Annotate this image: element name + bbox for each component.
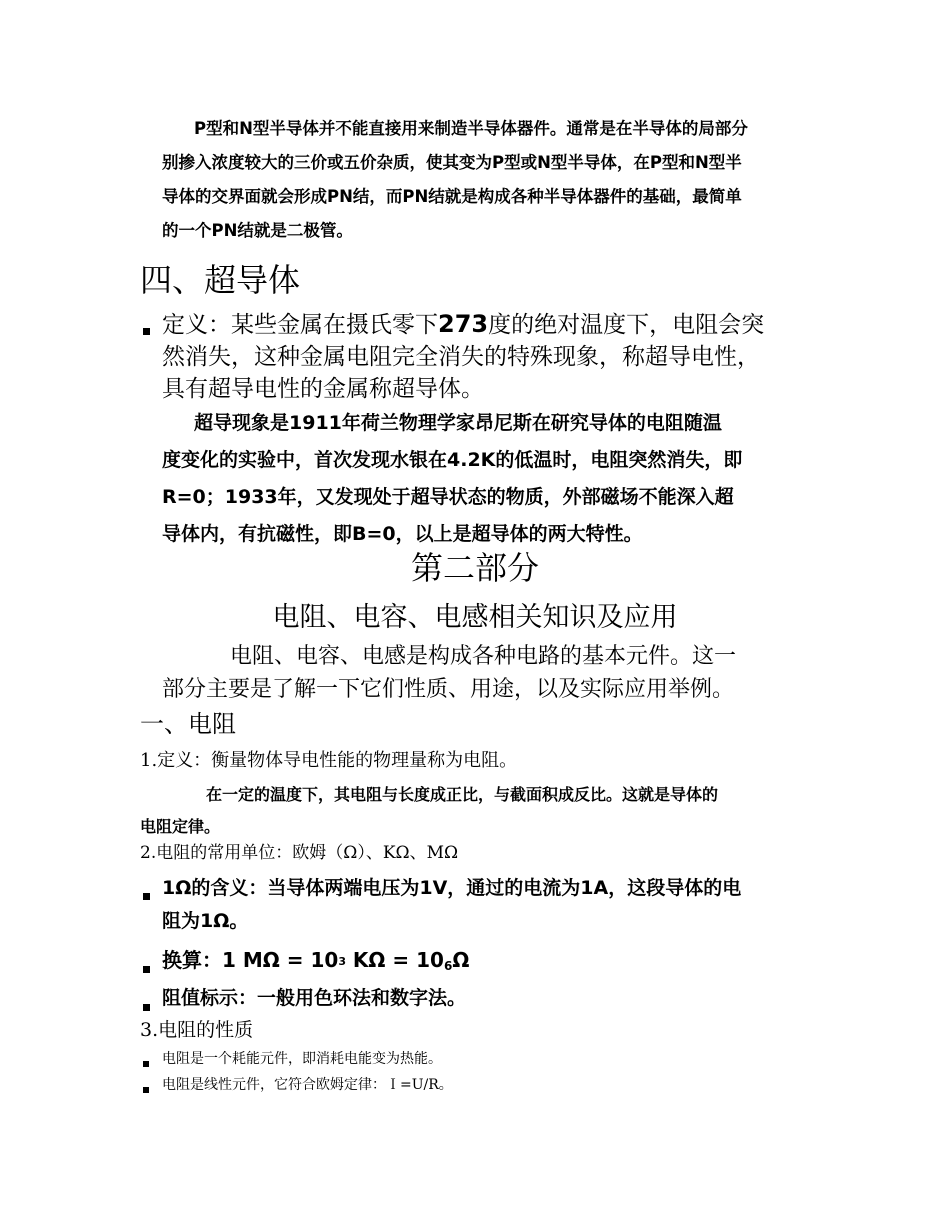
resistor-property-1: 电阻是一个耗能元件，即消耗电能变为热能。 bbox=[162, 1051, 442, 1067]
section-heading-resistor: 一、电阻 bbox=[140, 710, 236, 738]
conversion-mid: KΩ = 10 bbox=[345, 948, 444, 972]
intro-line: P型和N型半导体并不能直接用来制造半导体器件。通常是在半导体的局部分 bbox=[194, 119, 748, 138]
intro-line: 导体的交界面就会形成PN结，而PN结就是构成各种半导体器件的基础，最简单 bbox=[162, 187, 742, 206]
bullet-icon bbox=[143, 1087, 149, 1093]
resistor-units: 2.电阻的常用单位：欧姆（Ω）、KΩ、MΩ bbox=[140, 843, 459, 863]
intro-line: 的一个PN结就是二极管。 bbox=[162, 221, 353, 240]
unit-conversion bbox=[162, 944, 469, 980]
conversion-prefix: 换算：1 MΩ = 10 bbox=[162, 948, 339, 972]
resistor-definition: 1.定义：衡量物体导电性能的物理量称为电阻。 bbox=[140, 750, 518, 771]
definition-suffix: 度的绝对温度下，电阻会突 bbox=[488, 312, 765, 338]
conversion-exponent: 6 bbox=[443, 959, 453, 973]
conversion-suffix: Ω bbox=[452, 948, 470, 972]
intro-paragraph bbox=[162, 112, 822, 248]
resistor-properties-heading: 3.电阻的性质 bbox=[140, 1019, 254, 1041]
resistance-marking: 阻值标示：一般用色环法和数字法。 bbox=[162, 987, 467, 1009]
part-intro bbox=[162, 640, 822, 706]
history-line: 超导现象是1911年荷兰物理学家昂尼斯在研究导体的电阻随温 bbox=[194, 412, 722, 434]
definition-line: 然消失，这种金属电阻完全消失的特殊现象，称超导电性， bbox=[162, 344, 760, 370]
resistance-law bbox=[140, 779, 820, 843]
law-line: 在一定的温度下，其电阻与长度成正比，与截面积成反比。这就是导体的 bbox=[206, 785, 719, 804]
history-line: 度变化的实验中，首次发现水银在4.2K的低温时，电阻突然消失，即 bbox=[162, 449, 743, 471]
history-line: R=0；1933年，又发现处于超导状态的物质，外部磁场不能深入超 bbox=[162, 486, 734, 508]
definition-number: 273 bbox=[438, 310, 489, 338]
ohm-line: 1Ω的含义：当导体两端电压为1V，通过的电流为1A，这段导体的电 bbox=[162, 877, 742, 899]
definition-line: 具有超导电性的金属称超导体。 bbox=[162, 376, 484, 402]
definition-prefix: 定义：某些金属在摄氏零下 bbox=[162, 312, 438, 338]
intro-line: 别掺入浓度较大的三价或五价杂质，使其变为P型或N型半导体，在P型和N型半 bbox=[162, 153, 742, 172]
ohm-line: 阻为1Ω。 bbox=[162, 910, 249, 932]
section-heading-superconductor: 四、超导体 bbox=[140, 261, 301, 299]
resistor-property-2: 电阻是线性元件，它符合欧姆定律：Ｉ=U/R。 bbox=[162, 1077, 453, 1093]
bullet-icon bbox=[143, 1004, 150, 1011]
bullet-icon bbox=[143, 966, 150, 973]
ohm-meaning bbox=[162, 872, 822, 938]
part-title: 第二部分 bbox=[410, 549, 539, 587]
part-intro-line: 部分主要是了解一下它们性质、用途，以及实际应用举例。 bbox=[162, 677, 735, 702]
bullet-icon bbox=[143, 1061, 149, 1067]
part-intro-line: 电阻、电容、电感是构成各种电路的基本元件。这一 bbox=[230, 644, 737, 669]
history-line: 导体内，有抗磁性，即B=0，以上是超导体的两大特性。 bbox=[162, 523, 643, 545]
superconductor-definition bbox=[162, 308, 822, 405]
part-subtitle: 电阻、电容、电感相关知识及应用 bbox=[272, 602, 678, 633]
conversion-exponent: 3 bbox=[338, 955, 346, 968]
bullet-icon bbox=[143, 328, 150, 335]
superconductor-history bbox=[162, 405, 842, 553]
law-line: 电阻定律。 bbox=[140, 817, 221, 836]
bullet-icon bbox=[143, 893, 150, 900]
